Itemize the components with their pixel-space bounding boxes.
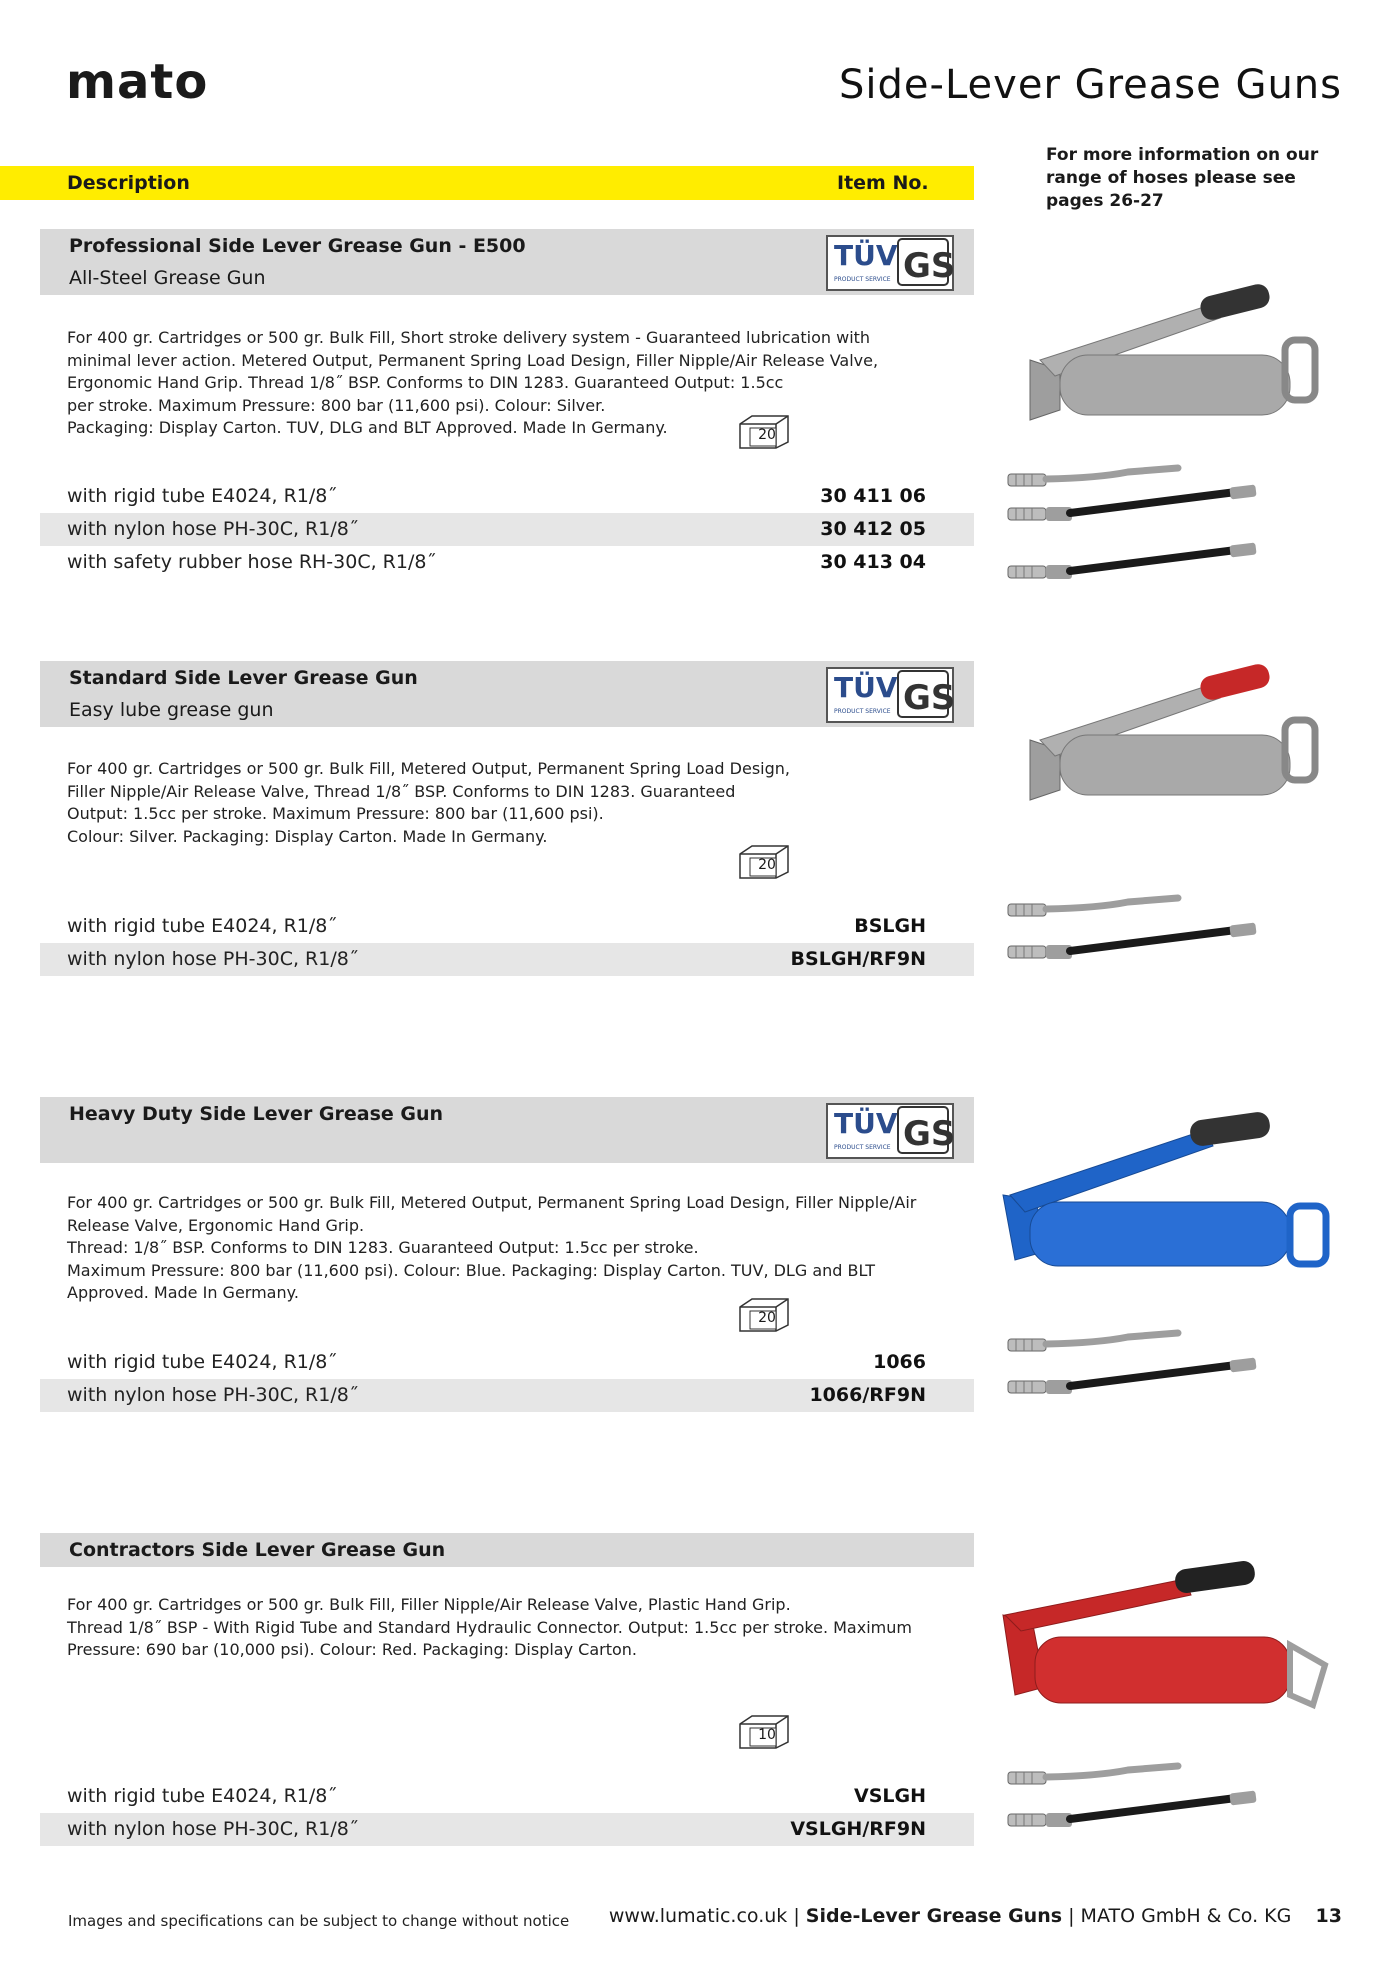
product-description: For 400 gr. Cartridges or 500 gr. Bulk Fill, Metered Output, Permanent Spring Load Design, Filler Nipple/Air Release Valve, Ergonomic Hand Grip. Thread: 1/8˝ BSP. Conforms to DIN 1283. Guaranteed Output: 1.5cc per stroke. Maximum Pressure: 800 bar (11,600 psi). Colour: Blue. Packaging: Display Carton. TUV, DLG and BLT Approved. Made In Germany.: [67, 1193, 917, 1303]
footer-section-name: Side-Lever Grease Guns: [805, 1905, 1063, 1927]
carton-quantity-icon: [738, 1297, 790, 1333]
carton-quantity-icon: [738, 414, 790, 450]
footer-disclaimer: Images and specifications can be subject to change without notice: [68, 1912, 570, 1930]
carton-quantity-icon: [738, 1714, 790, 1750]
carton-quantity: 20: [758, 857, 776, 873]
item-no-column-header: Item No.: [837, 172, 929, 194]
tuv-gs-certification-icon: [826, 235, 954, 291]
section-header-standard: [40, 661, 974, 727]
variant-label: with rigid tube E4024, R1/8˝: [67, 485, 337, 507]
table-row[interactable]: [40, 1346, 974, 1379]
footer-website-link[interactable]: www.lumatic.co.uk: [608, 1905, 788, 1927]
silver-grease-gun-image: [1010, 280, 1340, 430]
page-title: Side-Lever Grease Guns: [839, 62, 1342, 108]
tuv-gs-certification-icon: [826, 667, 954, 723]
table-row[interactable]: [40, 546, 974, 579]
silver-red-grease-gun-image: [1010, 660, 1340, 810]
table-row[interactable]: [40, 1813, 974, 1846]
section-title: Standard Side Lever Grease Gun: [69, 667, 418, 689]
table-row[interactable]: [40, 1379, 974, 1412]
section-title: Heavy Duty Side Lever Grease Gun: [69, 1103, 444, 1125]
variant-label: with nylon hose PH-30C, R1/8˝: [67, 1818, 359, 1840]
item-number: 30 411 06: [820, 485, 926, 507]
footer-info: www.lumatic.co.uk | Side-Lever Grease Guns | MATO GmbH & Co. KG 13: [608, 1905, 1342, 1927]
item-number: BSLGH: [854, 915, 926, 937]
section-header-contractors: [40, 1533, 974, 1567]
section-title: Contractors Side Lever Grease Gun: [69, 1539, 446, 1561]
variant-label: with nylon hose PH-30C, R1/8˝: [67, 518, 359, 540]
carton-quantity-icon: [738, 844, 790, 880]
variant-label: with safety rubber hose RH-30C, R1/8˝: [67, 551, 436, 573]
variant-label: with nylon hose PH-30C, R1/8˝: [67, 948, 359, 970]
product-description: For 400 gr. Cartridges or 500 gr. Bulk Fill, Metered Output, Permanent Spring Load Design, Filler Nipple/Air Release Valve, Thread 1/8˝ BSP. Conforms to DIN 1283. Guaranteed Output: 1.5cc per stroke. Maximum Pressure: 800 bar (11,600 psi). Colour: Silver. Packaging: Display Carton. Made In Germany.: [67, 759, 790, 846]
carton-quantity: 20: [758, 1310, 776, 1326]
item-number: 30 413 04: [820, 551, 926, 573]
description-column-header: Description: [67, 172, 190, 194]
section-header-professional: [40, 229, 974, 295]
section-subtitle: All-Steel Grease Gun: [69, 267, 266, 289]
table-row[interactable]: [40, 1780, 974, 1813]
variant-label: with rigid tube E4024, R1/8˝: [67, 1785, 337, 1807]
section-title: Professional Side Lever Grease Gun - E500: [69, 235, 526, 257]
hose-info-note: For more information on our range of hoses please see pages 26-27: [1046, 145, 1319, 211]
footer-company: MATO GmbH & Co. KG: [1080, 1905, 1292, 1927]
item-number: 1066/RF9N: [809, 1384, 926, 1406]
table-row[interactable]: [40, 480, 974, 513]
tuv-gs-certification-icon: [826, 1103, 954, 1159]
red-grease-gun-image: [995, 1555, 1345, 1725]
variant-label: with rigid tube E4024, R1/8˝: [67, 1351, 337, 1373]
rigid-tube-and-hose-image: [1005, 890, 1335, 990]
table-row[interactable]: [40, 513, 974, 546]
item-number: VSLGH/RF9N: [790, 1818, 926, 1840]
item-number: VSLGH: [854, 1785, 926, 1807]
table-header-bar: [0, 166, 974, 200]
item-number: 1066: [873, 1351, 926, 1373]
blue-grease-gun-image: [995, 1110, 1345, 1280]
product-description: For 400 gr. Cartridges or 500 gr. Bulk Fill, Short stroke delivery system - Guaranteed lubrication with minimal lever action. Metered Output, Permanent Spring Load Design, Filler Nipple/Air Release Valve, Ergonomic Hand Grip. Thread 1/8˝ BSP. Conforms to DIN 1283. Guaranteed Output: 1.5cc per stroke. Maximum Pressure: 800 bar (11,600 psi). Colour: Silver. Packaging: Display Carton. TUV, DLG and BLT Approved. Made In Germany.: [67, 328, 879, 438]
variant-label: with nylon hose PH-30C, R1/8˝: [67, 1384, 359, 1406]
rigid-tube-and-hose-image: [1005, 1325, 1335, 1425]
table-row[interactable]: [40, 910, 974, 943]
product-description: For 400 gr. Cartridges or 500 gr. Bulk Fill, Filler Nipple/Air Release Valve, Plastic Hand Grip. Thread 1/8˝ BSP - With Rigid Tube and Standard Hydraulic Connector. Output: 1.5cc per stroke. Maximum Pressure: 690 bar (10,000 psi). Colour: Red. Packaging: Display Carton.: [67, 1595, 912, 1660]
carton-quantity: 10: [758, 1727, 776, 1743]
carton-quantity: 20: [758, 427, 776, 443]
brand-logo: mato: [66, 54, 209, 110]
item-number: BSLGH/RF9N: [790, 948, 926, 970]
table-row[interactable]: [40, 943, 974, 976]
rigid-tube-and-hose-image: [1005, 1758, 1335, 1858]
item-number: 30 412 05: [820, 518, 926, 540]
rigid-tube-and-hoses-image: [1005, 460, 1335, 600]
section-subtitle: Easy lube grease gun: [69, 699, 274, 721]
variant-label: with rigid tube E4024, R1/8˝: [67, 915, 337, 937]
page-number: 13: [1315, 1905, 1342, 1927]
section-header-heavy-duty: [40, 1097, 974, 1163]
